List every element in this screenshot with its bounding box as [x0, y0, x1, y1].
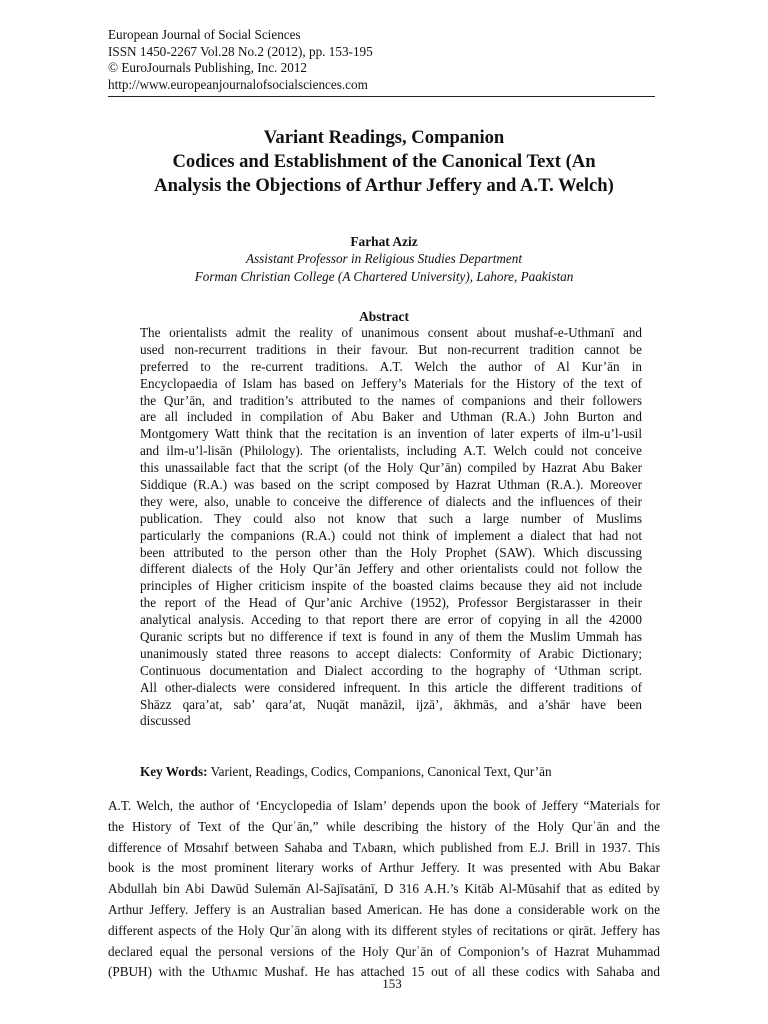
abstract-line: particularly the companions (R.A.) could not think of implement a dialect that had not	[140, 527, 642, 543]
abstract-line: Continuous documentation and Dialect according to the hography of ‘Uthman script.	[140, 662, 642, 678]
affiliation-line: Assistant Professor in Religious Studies Department	[245, 251, 523, 266]
journal-copyright: © EuroJournals Publishing, Inc. 2012	[108, 60, 308, 75]
abstract-line: analytical analysis. Acceding to that report there are error of copying in all the 42000	[140, 612, 642, 628]
title-line: Variant Readings, Companion	[263, 127, 505, 148]
body-line: A.T. Welch, the author of ‘Encyclopedia of Islam’ depends upon the book of Jeffery “Materials for	[108, 798, 660, 813]
abstract-line: unanimously stated three reasons to accept dialects: Conformity of Arabic Dictionary;	[140, 645, 642, 661]
abstract-line: they were, also, unable to conceive the difference of dialects and the influences of their	[140, 493, 642, 509]
abstract-line: Montgomery Watt think that the recitation is an invention of later experts of ilm-u’l-usil	[140, 426, 642, 442]
abstract-line: All other-dialects were considered infrequent. In this article the different traditions of	[140, 679, 642, 695]
abstract-line: Encyclopaedia of Islam has based on Jeffery’s Materials for the History of the text of	[140, 375, 642, 391]
abstract-line: been attributed to the person other than the Holy Prophet (SAW). Which discussing	[140, 544, 642, 560]
body-line: book is the most prominent literary works of Arthur Jeffery. It was presented with Abu Bakar	[108, 860, 660, 876]
abstract-line: The orientalists admit the reality of unanimous consent about mushaf-e-Uthmanī and	[140, 325, 642, 340]
body-line: difference of Mʊsahɪf between Sahaba and Tʌbaʀn, which published from E.J. Brill in 1937. This	[108, 839, 660, 855]
body-line: (PBUH) with the Uthʌmɪc Mushaf. He has attached 15 out of all these codics with Sahaba and	[108, 964, 660, 980]
journal-header	[108, 27, 658, 93]
abstract-line: are all included in compilation of Abu Baker and Uthman (R.A.) John Burton and	[140, 409, 642, 425]
abstract-text	[140, 325, 642, 730]
journal-issn-volume: ISSN 1450-2267 Vol.28 No.2 (2012), pp. 153-195	[108, 43, 373, 59]
body-line: Arthur Jeffery. Jeffery is an Australian based American. He has done a considerable work on the	[108, 901, 660, 917]
abstract-line: the report of the Head of Qur’anic Archive (1952), Professor Bergistarasser in their	[140, 595, 642, 611]
author-name: Farhat Aziz	[350, 234, 418, 249]
title-line: Analysis the Objections of Arthur Jeffery and A.T. Welch)	[154, 175, 614, 196]
abstract-line: the Qur’ān, and tradition’s attributed to the names of companions and their followers	[140, 392, 642, 408]
abstract-line: used non-recurrent traditions in their favour. But non-recurrent tradition cannot be	[140, 341, 642, 357]
abstract-line: and ilm-u’l-lisān (Philology). The orientalists, including A.T. Welch could not conceive	[140, 443, 642, 459]
article-title	[100, 126, 668, 198]
abstract-heading: Abstract	[359, 309, 409, 324]
abstract-line: publication. They could also not know that such a large number of Muslims	[140, 510, 642, 526]
body-line: different aspects of the Holy Qurʾān along with its different styles of recitations or qirāt. Jeffery has	[108, 922, 660, 938]
body-line: the History of Text of the Qurʾān,” while describing the history of the Holy Qurʾān and the	[108, 818, 660, 834]
abstract-line: different dialects of the Holy Qur’ān Jeffery and other orientalists could not follow the	[140, 561, 642, 577]
journal-url: http://www.europeanjournalofsocialsciences.com	[108, 76, 368, 92]
body-text	[108, 796, 660, 983]
abstract-line: discussed	[140, 713, 191, 729]
abstract-line: Quranic scripts but no difference if text is found in any of them the Muslim Ummah has	[140, 629, 642, 645]
body-line: Abdullah bin Abi Dawūd Sulemān Al-Sajīsatānī, D 316 A.H.’s Kitāb Al-Mūsahif that as edited by	[108, 881, 660, 897]
abstract-line: this unassailable fact that the script (of the Holy Qur’ān) compiled by Hazrat Abu Baker	[140, 460, 642, 476]
header-divider	[108, 96, 655, 97]
abstract-line: principles of Higher criticism inspite of the boasted claims because they aid not include	[140, 578, 642, 594]
author-affiliation	[108, 250, 660, 285]
abstract-line: preferred to the re-current traditions. A.T. Welch the author of Al Kur’ān in	[140, 358, 642, 374]
abstract-line: Siddique (R.A.) was based on the script composed by Hazrat Uthman (R.A.). Moreover	[140, 477, 642, 493]
affiliation-line: Forman Christian College (A Chartered University), Lahore, Paakistan	[194, 268, 574, 284]
abstract-line: Shāzz qara’at, sab’ qara’at, Nuqāt manāzil, ijzā’, ākhmās, and a’shār have been	[140, 696, 642, 712]
body-line: declared equal the personal versions of the Holy Qurʾān of Componion’s of Hazrat Muhammad	[108, 943, 660, 959]
keywords-list: Varient, Readings, Codics, Companions, Canonical Text, Qur’ān	[207, 764, 552, 779]
journal-name: European Journal of Social Sciences	[108, 27, 301, 42]
title-line: Codices and Establishment of the Canonical Text (An	[172, 151, 596, 172]
keywords	[140, 763, 660, 780]
page-number: 153	[382, 976, 402, 991]
keywords-label: Key Words:	[140, 764, 208, 779]
